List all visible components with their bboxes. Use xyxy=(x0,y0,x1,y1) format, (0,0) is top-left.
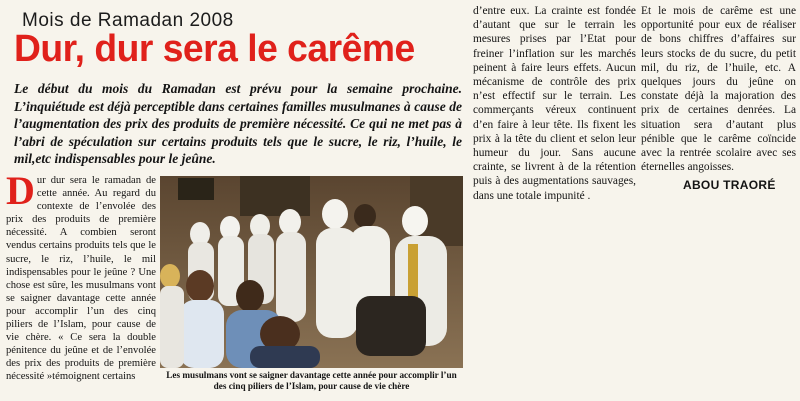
article-photo xyxy=(160,176,463,368)
body-column-1 xyxy=(6,168,156,384)
body-column-4: Et le mois de carême est une opportunité pour eux de réaliser de bons chiffres d’affaires sur leurs stocks de du sucre, du petit mil, du riz, de l’huile, etc. A quelques jours du jeûne on constate déjà la majoration des prix de certaines denrées. La situation sera d’autant plus pénible que le carême coïncide avec la rentrée scolaire avec ses éternelles angoisses. xyxy=(641,5,796,174)
body-column-1-text: ur dur sera le ramadan de cette année. Au regard du contexte de l’envolée des prix des produits de première nécessité. A combien seront vendus certains produits tels que le sucre, le riz, l’huile, le mil indispensables pour le jeûne ? Une chose est sûre, les musulmans vont se saigner davantage cette année pour accomplir l’un des cinq piliers de l’Islam, pour cause de vie chère. « Ce sera la double pénitence du jeûne et de l’envolée des prix des produits de première nécessité »témoignent certains xyxy=(6,175,156,383)
worshippers-photo-image xyxy=(160,176,463,368)
body-column-3: d’entre eux. La crainte est fondée d’autant que sur le terrain les mesures prises par l’Etat pour freiner l’inflation sur les marchés peinent à faire leurs effets. Aucun mécanisme de contrôle des prix n’est effectif sur le terrain. Les commerçants véreux continuent d’en faire à leur tête. Ils fixent les prix à la tête du client et selon leur humeur du jour. Sans aucune crainte, se livrent à de la rétention puis à des augmentations sauvages, dans une totale impunité . xyxy=(473,5,636,202)
article-kicker: Mois de Ramadan 2008 xyxy=(22,10,234,31)
author-signature: ABOU TRAORÉ xyxy=(683,178,776,192)
drop-cap: D xyxy=(6,168,35,213)
photo-caption: Les musulmans vont se saigner davantage cette année pour accomplir l’un des cinq piliers de l’Islam, pour cause de vie chère xyxy=(166,370,457,391)
article-headline: Dur, dur sera le carême xyxy=(14,28,415,70)
article-lead: Le début du mois du Ramadan est prévu pour la semaine prochaine. L’inquiétude est déjà perceptible dans certaines familles musulmanes à cause de l’augmentation des prix des produits de première nécessité. Ce qui ne met pas à l’abri de spéculation sur certains produits tels que le sucre, le riz, l’huile, le mil,etc indispensables pour le jeûne. xyxy=(14,81,462,166)
